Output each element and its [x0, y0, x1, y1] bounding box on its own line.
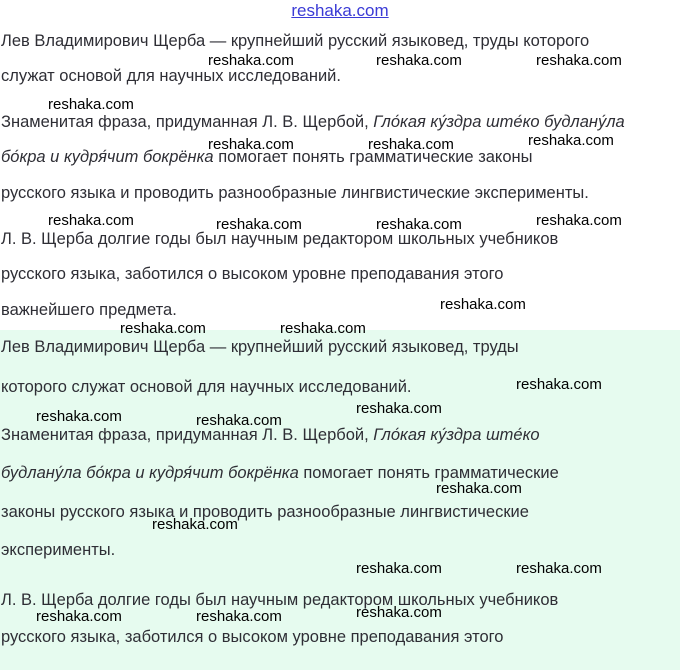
text-line	[1, 502, 529, 522]
watermark: reshaka.com	[208, 136, 294, 153]
text-line	[1, 264, 503, 284]
famous-phrase: бо́кра и кудря́чит бокрёнка	[1, 148, 214, 166]
watermark: reshaka.com	[436, 480, 522, 497]
watermark: reshaka.com	[516, 376, 602, 393]
text-line	[1, 627, 503, 647]
watermark: reshaka.com	[536, 52, 622, 69]
text-run: законы русского языка и проводить разнообразные лингвистические	[1, 503, 529, 521]
watermark: reshaka.com	[280, 320, 366, 337]
text-run: русского языка, заботился о высоком уровне преподавания этого	[1, 628, 504, 646]
watermark: reshaka.com	[356, 560, 442, 577]
watermark: reshaka.com	[356, 604, 442, 621]
famous-phrase: Гло́кая ку́здра ште́ко будлану́ла	[373, 113, 625, 131]
text-line	[1, 183, 589, 203]
text-run: Лев Владимирович Щерба — крупнейший русский языковед, труды	[1, 338, 519, 356]
watermark: reshaka.com	[48, 212, 134, 229]
text-line	[1, 337, 519, 357]
watermark: reshaka.com	[36, 408, 122, 425]
watermark: reshaka.com	[536, 212, 622, 229]
watermark: reshaka.com	[528, 132, 614, 149]
watermark: reshaka.com	[196, 412, 282, 429]
watermark: reshaka.com	[356, 400, 442, 417]
watermark: reshaka.com	[368, 136, 454, 153]
text-run: помогает понять грамматические законы	[213, 148, 533, 166]
text-line	[1, 590, 558, 610]
text-run: русского языка и проводить разнообразные лингвистические эксперименты.	[1, 184, 589, 202]
text-run: важнейшего предмета.	[1, 301, 177, 319]
text-run: Л. В. Щерба долгие годы был научным редактором школьных учебников	[1, 591, 559, 609]
text-run: Лев Владимирович Щерба — крупнейший русский языковед, труды которого	[1, 32, 590, 50]
text-run: Знаменитая фраза, придуманная Л. В. Щербой,	[1, 426, 374, 444]
text-run: Л. В. Щерба долгие годы был научным редактором школьных учебников	[1, 230, 559, 248]
site-header	[0, 0, 680, 24]
text-run: Знаменитая фраза, придуманная Л. В. Щербой,	[1, 113, 374, 131]
watermark: reshaka.com	[216, 216, 302, 233]
watermark: reshaka.com	[120, 320, 206, 337]
famous-phrase: будлану́ла бо́кра и кудря́чит бокрёнка	[1, 464, 299, 482]
text-line	[1, 377, 412, 397]
text-run: эксперименты.	[1, 541, 116, 559]
text-run: служат основой для научных исследований.	[1, 67, 341, 85]
watermark: reshaka.com	[208, 52, 294, 69]
watermark: reshaka.com	[440, 296, 526, 313]
text-line	[1, 540, 115, 560]
text-run: помогает понять грамматические	[298, 464, 559, 482]
watermark: reshaka.com	[376, 216, 462, 233]
watermark: reshaka.com	[48, 96, 134, 113]
text-run: русского языка, заботился о высоком уровне преподавания этого	[1, 265, 504, 283]
site-link[interactable]: reshaka.com	[291, 1, 389, 20]
text-line	[1, 112, 625, 132]
text-run: которого служат основой для научных исследований.	[1, 378, 412, 396]
famous-phrase: Гло́кая ку́здра ште́ко	[373, 426, 540, 444]
watermark: reshaka.com	[516, 560, 602, 577]
watermark: reshaka.com	[196, 608, 282, 625]
watermark: reshaka.com	[152, 516, 238, 533]
text-line	[1, 31, 589, 51]
text-line	[1, 300, 177, 320]
watermark: reshaka.com	[376, 52, 462, 69]
watermark: reshaka.com	[36, 608, 122, 625]
